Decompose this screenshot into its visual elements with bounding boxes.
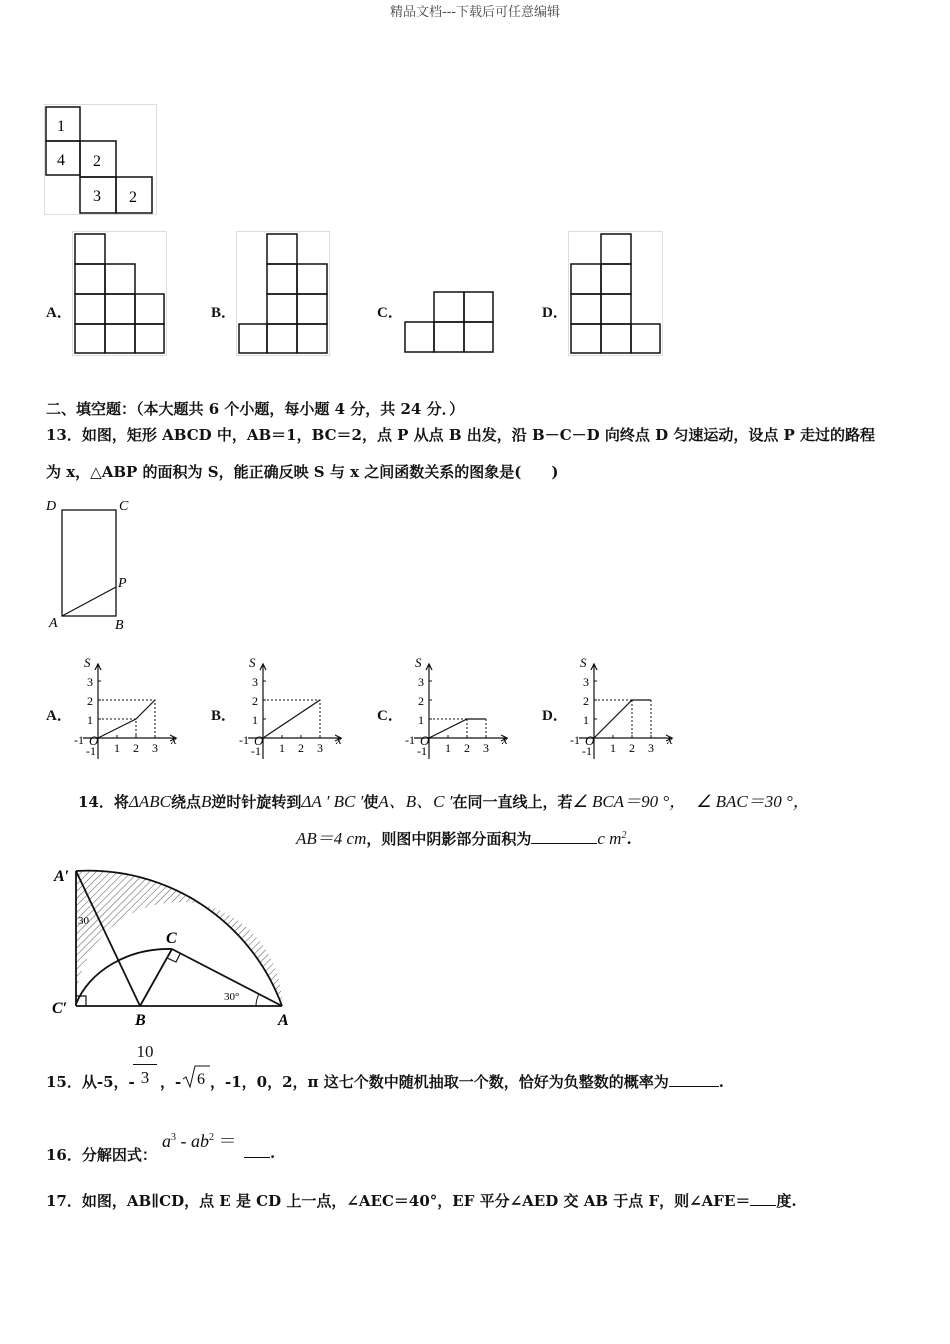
- q14-text-1: 绕点: [170, 793, 201, 811]
- q14-label-a: A: [278, 1012, 289, 1029]
- q13-graph-d: [566, 646, 681, 764]
- q15-sqrt: [182, 1064, 212, 1090]
- function-line: [429, 719, 486, 738]
- q12-option-c-figure: [402, 288, 496, 356]
- x-tick-label: -1: [570, 733, 580, 747]
- x-tick-label: 3: [648, 741, 654, 755]
- q16-end: .: [270, 1144, 276, 1162]
- origin-label: O: [89, 733, 99, 748]
- x-axis-label: x: [171, 732, 177, 747]
- q14-text-5: ，则图中阴影部分面积为: [366, 830, 532, 848]
- q13-line1: 13．如图，矩形 ABCD 中，AB＝1，BC＝2，点 P 从点 B 出发，沿 B－C－D 向终点 D 匀速运动，设点 P 走过的路程: [46, 426, 876, 444]
- q17-line: [46, 1190, 797, 1211]
- y-tick-label: -1: [251, 744, 261, 758]
- q15-answer-blank[interactable]: [669, 1086, 719, 1087]
- q14-line2: [296, 824, 632, 849]
- q16-equals: ＝: [214, 1131, 237, 1151]
- x-axis-label: x: [336, 732, 342, 747]
- function-line: [594, 700, 651, 738]
- q14-point-b: B: [200, 792, 212, 811]
- q13-option-a-label: A．: [46, 708, 72, 724]
- q13-rectangle-figure: [44, 494, 134, 634]
- y-tick-label: 3: [87, 675, 93, 689]
- origin-label: O: [254, 733, 264, 748]
- y-tick-label: 2: [252, 694, 258, 708]
- q15-sqrt-value: 6: [197, 1071, 205, 1088]
- q13-graph-a: [70, 646, 185, 764]
- x-tick-label: 3: [317, 741, 323, 755]
- q14-angle-bac: ∠ BAC＝30 °，: [696, 792, 810, 811]
- q14-triangle-abc: ΔABC: [128, 792, 171, 811]
- y-axis-label: S: [415, 655, 422, 670]
- q14-triangle-prime: ΔA ′ BC ′: [301, 792, 364, 811]
- q16-tail: [244, 1144, 275, 1162]
- q14-unit: c m: [597, 829, 622, 848]
- q13-label-a: A: [49, 616, 58, 631]
- q15-frac-num: 10: [136, 1042, 154, 1061]
- q12-option-c-label: C．: [377, 305, 403, 321]
- q15-frac-den: 3: [140, 1068, 150, 1087]
- x-tick-label: 1: [279, 741, 285, 755]
- q13-option-d-label: D．: [542, 708, 568, 724]
- q16-expression: [162, 1127, 237, 1153]
- q14-prefix: 14．将: [78, 793, 129, 811]
- x-tick-label: -1: [74, 733, 84, 747]
- x-tick-label: 1: [114, 741, 120, 755]
- x-axis-label: x: [502, 732, 508, 747]
- q15-frac-bar: [133, 1064, 157, 1065]
- y-tick-label: 2: [583, 694, 589, 708]
- q12-option-d-label: D．: [542, 305, 568, 321]
- q13-graph-b: [235, 646, 350, 764]
- q13-label-p: P: [118, 576, 127, 591]
- function-line: [263, 700, 320, 738]
- q16-a-exponent: 3: [171, 1132, 176, 1143]
- q13-option-c-label: C．: [377, 708, 403, 724]
- q12-option-a-label: A．: [46, 305, 72, 321]
- net-cell-2: 4: [57, 152, 65, 169]
- q14-line1: [78, 787, 810, 812]
- q16-a: a: [162, 1131, 171, 1151]
- q12-option-b-label: B．: [211, 305, 237, 321]
- y-tick-label: 1: [252, 713, 258, 727]
- q16-prefix: 16．分解因式：: [46, 1146, 157, 1164]
- q14-text-4: 在同一直线上，若: [452, 793, 573, 811]
- q17-end: 度.: [776, 1192, 797, 1210]
- q14-rotation-figure: [46, 858, 298, 1030]
- x-tick-label: 3: [152, 741, 158, 755]
- y-tick-label: -1: [86, 744, 96, 758]
- q15-suffix: [210, 1071, 724, 1092]
- net-cell-3: 2: [93, 153, 101, 170]
- q14-label-c-prime: C′: [52, 1000, 68, 1017]
- q17-answer-blank[interactable]: [750, 1205, 776, 1206]
- q14-angle-bca: ∠ BCA＝90 °，: [572, 792, 687, 811]
- x-tick-label: -1: [405, 733, 415, 747]
- page-header: 精品文档---下载后可任意编辑: [389, 5, 561, 20]
- origin-label: O: [420, 733, 430, 748]
- y-tick-label: -1: [417, 744, 427, 758]
- q13-label-c: C: [119, 499, 129, 514]
- q13-label-b: B: [115, 618, 124, 633]
- y-tick-label: 2: [87, 694, 93, 708]
- x-axis-label: x: [667, 732, 673, 747]
- cube-net-figure: [44, 104, 159, 218]
- y-tick-label: -1: [582, 744, 592, 758]
- y-tick-label: 1: [418, 713, 424, 727]
- q14-label-b: B: [135, 1012, 146, 1029]
- q12-option-b-figure: [236, 231, 331, 357]
- q16-answer-blank[interactable]: [244, 1157, 270, 1158]
- q14-ab-length: AB＝4 cm: [296, 829, 367, 848]
- x-tick-label: 2: [629, 741, 635, 755]
- y-axis-label: S: [249, 655, 256, 670]
- section-title: 二、填空题：（本大题共 6 个小题，每小题 4 分，共 24 分．）: [46, 400, 465, 418]
- y-tick-label: 1: [87, 713, 93, 727]
- q15-prefix: 15．从-5，-: [46, 1073, 135, 1091]
- y-tick-label: 2: [418, 694, 424, 708]
- q14-angle-label-1: 30: [78, 915, 89, 927]
- q14-text-2: 逆时针旋转到: [211, 793, 302, 811]
- q14-answer-blank[interactable]: [531, 843, 597, 844]
- net-cell-5: 2: [129, 189, 137, 206]
- q14-angle-label-2: 30°: [224, 991, 240, 1003]
- y-axis-label: S: [84, 655, 91, 670]
- q14-label-a-prime: A′: [54, 868, 70, 885]
- q14-unit-exponent: 2: [621, 830, 627, 841]
- q15-mid: ，-: [160, 1073, 182, 1091]
- q12-option-d-figure: [568, 231, 664, 357]
- x-tick-label: 1: [610, 741, 616, 755]
- y-tick-label: 3: [252, 675, 258, 689]
- q13-label-d: D: [46, 499, 57, 514]
- q13-graph-c: [401, 646, 516, 764]
- net-cell-4: 3: [93, 188, 101, 205]
- net-cell-1: 1: [57, 118, 65, 135]
- y-tick-label: 3: [583, 675, 589, 689]
- q14-text-3: 使: [363, 793, 379, 811]
- q17-text: 17．如图，AB∥CD，点 E 是 CD 上一点，∠AEC＝40°，EF 平分∠AED 交 AB 于点 F，则∠AFE＝: [46, 1192, 751, 1210]
- q16-b-exponent: 2: [209, 1132, 214, 1143]
- q12-option-a-figure: [72, 231, 168, 357]
- y-tick-label: 1: [583, 713, 589, 727]
- q15-end: .: [718, 1073, 724, 1091]
- x-tick-label: 2: [464, 741, 470, 755]
- x-tick-label: 2: [298, 741, 304, 755]
- x-tick-label: 2: [133, 741, 139, 755]
- origin-label: O: [585, 733, 595, 748]
- q16-ab: - ab: [176, 1131, 209, 1151]
- q14-points: A、B、C ′: [378, 792, 453, 811]
- q13-line2: 为 x，△ABP 的面积为 S，能正确反映 S 与 x 之间函数关系的图象是( ): [46, 463, 559, 481]
- q14-period: .: [626, 830, 632, 848]
- q13-option-b-label: B．: [211, 708, 237, 724]
- x-tick-label: -1: [239, 733, 249, 747]
- q14-label-c: C: [166, 930, 177, 947]
- x-tick-label: 3: [483, 741, 489, 755]
- q15-suffix-text: ，-1，0，2，π 这七个数中随机抽取一个数，恰好为负整数的概率为: [210, 1073, 669, 1091]
- y-tick-label: 3: [418, 675, 424, 689]
- x-tick-label: 1: [445, 741, 451, 755]
- y-axis-label: S: [580, 655, 587, 670]
